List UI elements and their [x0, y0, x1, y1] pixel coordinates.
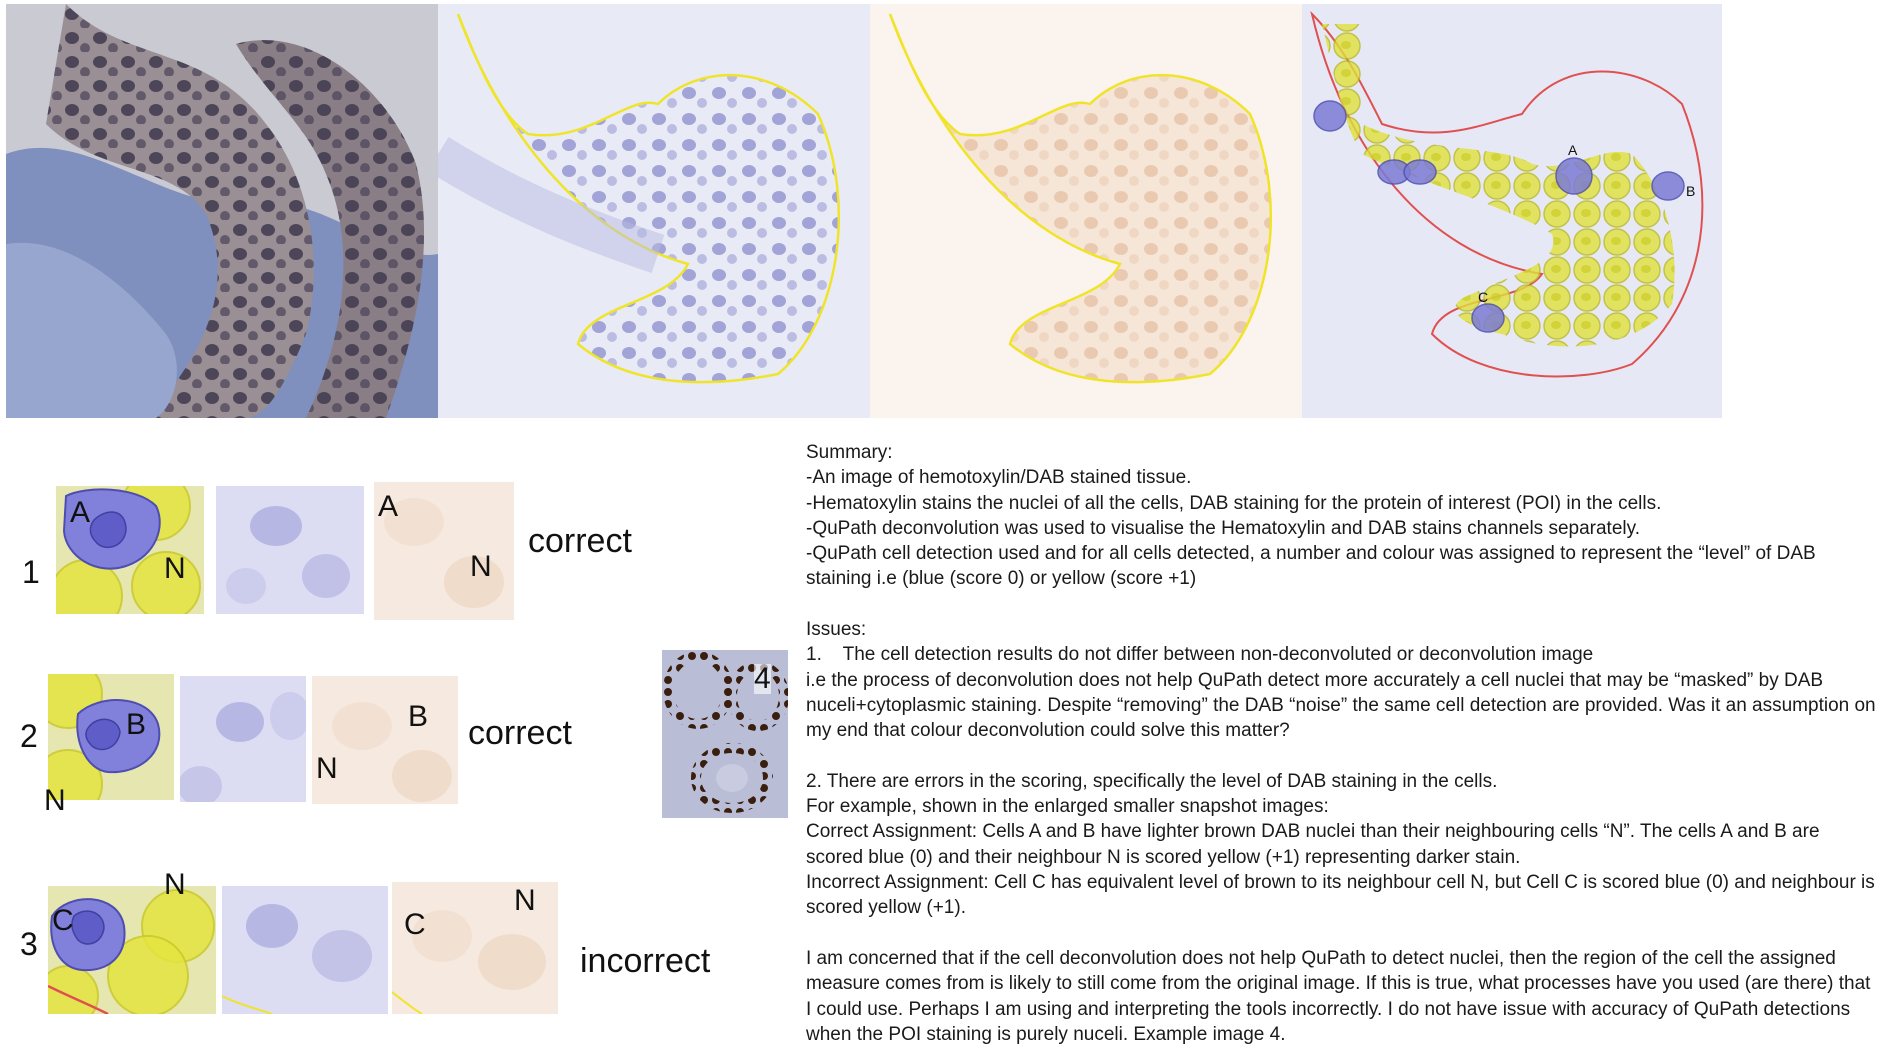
example3-overlay-snapshot	[48, 886, 216, 1014]
example4-number: 4	[754, 662, 771, 695]
example2-dab-label-n: N	[316, 752, 338, 785]
example2-dab-label-b: B	[408, 700, 429, 733]
example1-overlay-snapshot	[56, 486, 204, 614]
concern-paragraph: I am concerned that if the cell deconvolution does not help QuPath to detect nuclei, then the region of the cell the assigned measure comes from is likely to still come from the original image. If this is true, what processes have you used (are there) that I could use. Perhaps I am using and interpreting the tools incorrectly. I do not have issue with accuracy of QuPath detections when the POI staining is purely nuceli. Example image 4.	[806, 947, 1876, 1045]
example1-dab-snapshot	[374, 482, 514, 620]
example-number-3: 3	[20, 926, 38, 962]
example3-overlay-label-n: N	[164, 868, 186, 901]
issue-2-correct: Correct Assignment: Cells A and B have lighter brown DAB nuclei than their neighbouring cells “N”. The cells A and B are scored blue (0) and their neighbour N is scored yellow (+1) representing darker stain.	[806, 821, 1825, 868]
example3-overlay-label-c: C	[52, 904, 74, 937]
example1-overlay-label-a: A	[70, 496, 91, 529]
example1-dab-label-n: N	[470, 550, 492, 583]
issues-heading: Issues:	[806, 619, 867, 641]
summary-heading: Summary:	[806, 442, 893, 463]
example1-verdict: correct	[528, 522, 632, 560]
issue-1-body: i.e the process of deconvolution does not help QuPath detect more accurately a cell nuclei that may be “masked” by DAB nuceli+cytoplasmic staining. Despite “removing” the DAB “noise” the same cell detection are provided. Was it an assumption on my end that colour deconvolution could solve this matter?	[806, 669, 1881, 742]
example2-overlay-label-b: B	[126, 708, 147, 741]
hematoxylin-channel-panel	[438, 4, 870, 418]
cell-label-c: C	[1478, 289, 1489, 305]
example2-overlay-snapshot	[48, 674, 174, 800]
example2-overlay-label-n: N	[44, 784, 66, 817]
example3-dab-label-c: C	[404, 908, 426, 941]
example-number-1: 1	[22, 554, 40, 590]
cell-detection-panel	[1302, 4, 1722, 418]
tissue-original-panel	[6, 4, 438, 418]
example1-hematoxylin-snapshot	[216, 486, 364, 614]
issue-2-title: 2. There are errors in the scoring, specifically the level of DAB staining in the cells.	[806, 770, 1498, 792]
example3-dab-label-n: N	[514, 884, 536, 917]
issue-2-incorrect: Incorrect Assignment: Cell C has equivalent level of brown to its neighbour cell N, but Cell C is scored blue (0) and neighbour is scored yellow (+1).	[806, 872, 1881, 919]
summary-line-3: -QuPath deconvolution was used to visualise the Hematoxylin and DAB stains channels separately.	[806, 517, 1640, 539]
example3-dab-snapshot	[392, 882, 558, 1014]
example4-nuclear-stain-snapshot	[662, 650, 788, 818]
example3-verdict: incorrect	[580, 942, 711, 980]
dab-channel-panel	[870, 4, 1302, 418]
example1-overlay-label-n: N	[164, 552, 186, 585]
notes-text	[806, 440, 1881, 1047]
issue-1-title: 1. The cell detection results do not differ between non-deconvoluted or deconvolution image	[806, 644, 1594, 666]
summary-line-4: -QuPath cell detection used and for all cells detected, a number and colour was assigned to represent the “level” of DAB staining i.e (blue (score 0) or yellow (score +1)	[806, 543, 1821, 590]
cell-label-b: B	[1686, 183, 1696, 199]
example1-dab-label-a: A	[378, 490, 399, 523]
example3-hematoxylin-snapshot	[222, 886, 388, 1014]
issue-2-example: For example, shown in the enlarged smaller snapshot images:	[806, 796, 1329, 818]
example2-dab-snapshot	[312, 676, 458, 804]
summary-line-2: -Hematoxylin stains the nuclei of all the cells, DAB staining for the protein of interest (POI) in the cells.	[806, 492, 1662, 514]
example2-hematoxylin-snapshot	[180, 676, 306, 802]
summary-line-1: -An image of hemotoxylin/DAB stained tissue.	[806, 467, 1192, 489]
example2-verdict: correct	[468, 714, 572, 752]
example-number-2: 2	[20, 718, 38, 754]
cell-label-a: A	[1568, 142, 1578, 158]
